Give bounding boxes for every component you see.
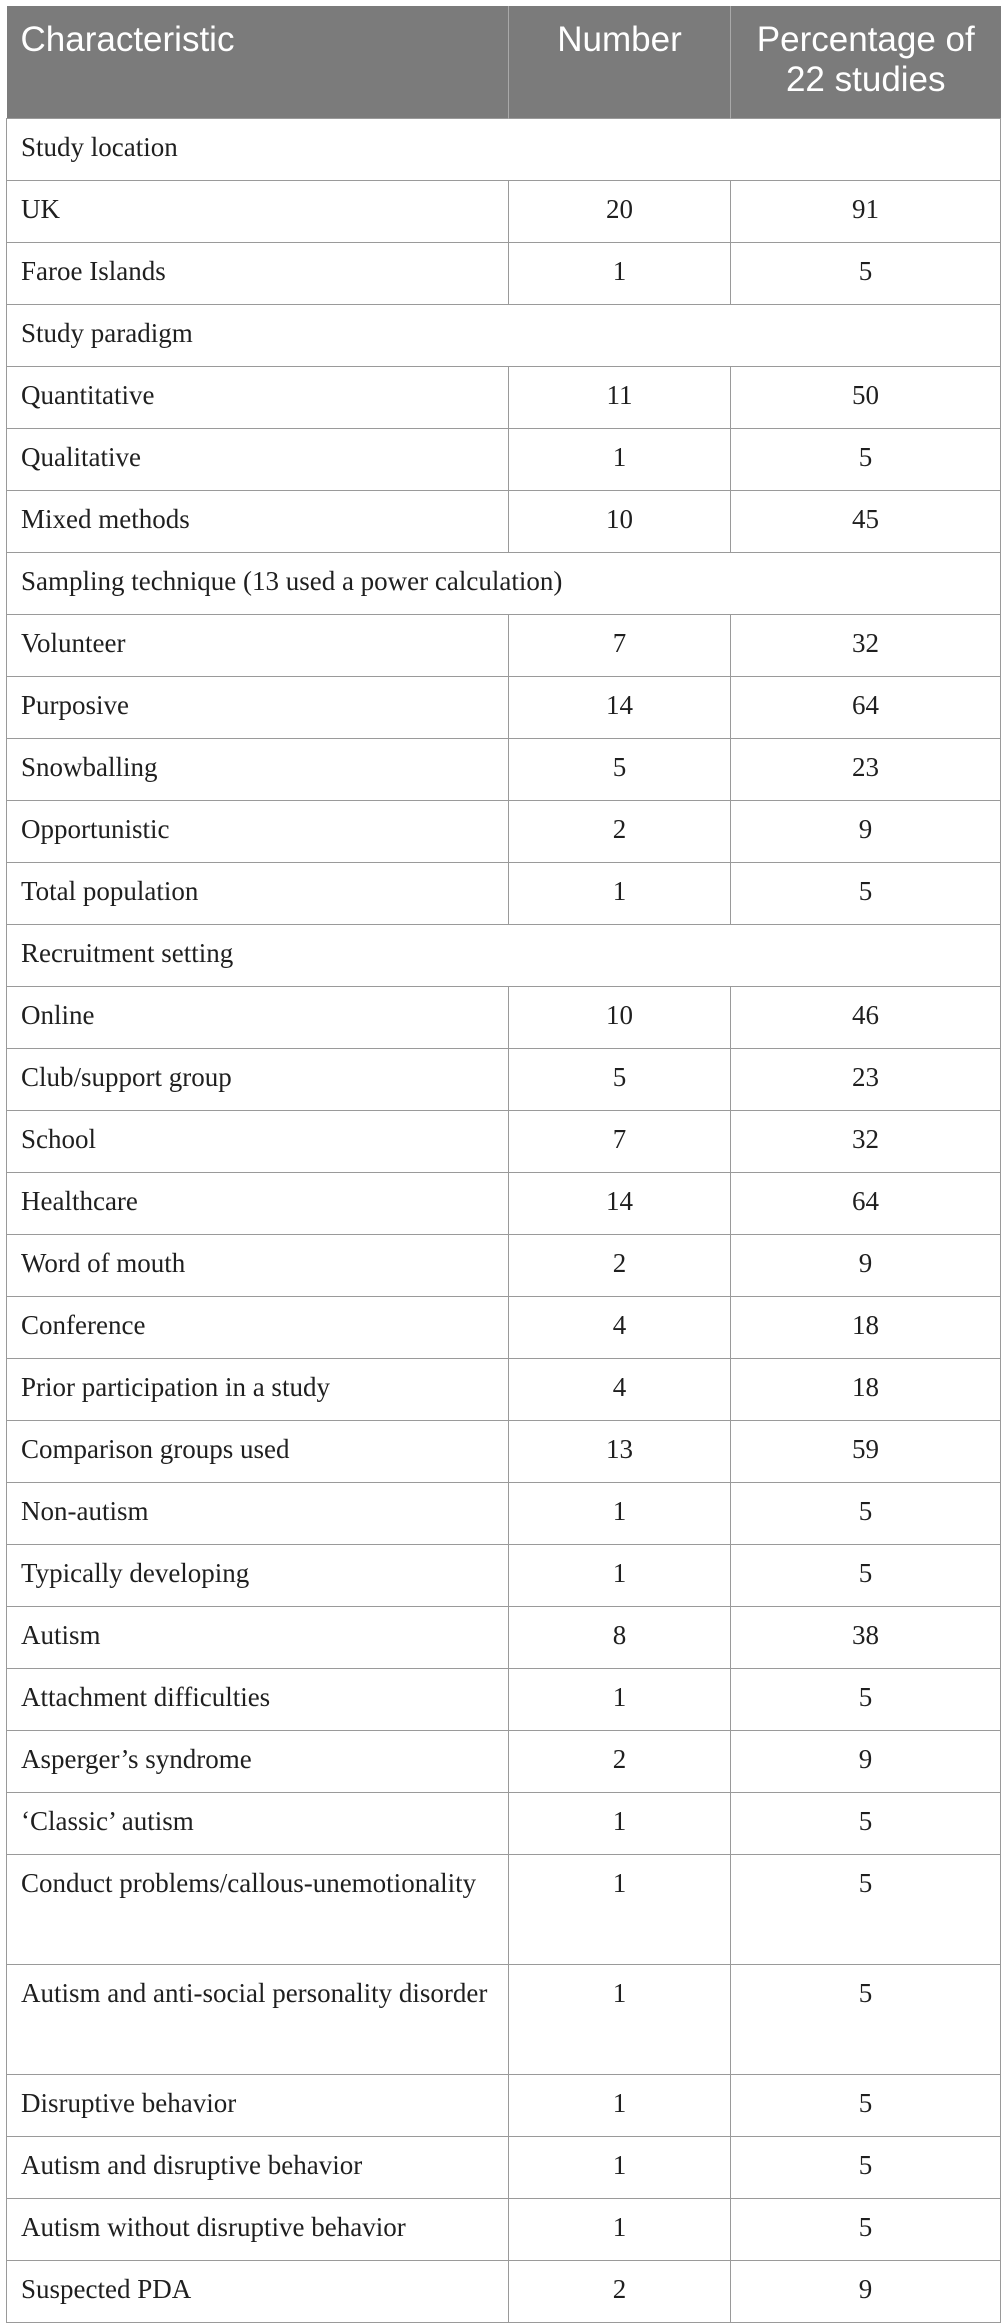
row-label: ‘Classic’ autism xyxy=(7,1792,509,1854)
row-percentage: 9 xyxy=(731,1730,1001,1792)
row-label: Snowballing xyxy=(7,738,509,800)
row-percentage: 5 xyxy=(731,1668,1001,1730)
row-label: Conduct problems/callous-unemotionality xyxy=(7,1854,509,1964)
row-label: Quantitative xyxy=(7,366,509,428)
row-label: Healthcare xyxy=(7,1172,509,1234)
row-number: 1 xyxy=(509,428,731,490)
row-number: 5 xyxy=(509,738,731,800)
row-number: 11 xyxy=(509,366,731,428)
table-row xyxy=(7,428,1001,490)
row-percentage: 5 xyxy=(731,1792,1001,1854)
row-percentage: 9 xyxy=(731,2260,1001,2322)
table-row xyxy=(7,1172,1001,1234)
row-label: Autism and disruptive behavior xyxy=(7,2136,509,2198)
row-number: 1 xyxy=(509,242,731,304)
row-number: 1 xyxy=(509,1964,731,2074)
row-percentage: 23 xyxy=(731,738,1001,800)
table-row xyxy=(7,1420,1001,1482)
row-label: Volunteer xyxy=(7,614,509,676)
row-percentage: 23 xyxy=(731,1048,1001,1110)
table-row xyxy=(7,242,1001,304)
table-row xyxy=(7,986,1001,1048)
header-percentage: Percentage of 22 studies xyxy=(731,6,1001,118)
row-label: Total population xyxy=(7,862,509,924)
row-number: 1 xyxy=(509,1544,731,1606)
row-number: 1 xyxy=(509,1482,731,1544)
table-row xyxy=(7,180,1001,242)
row-number: 4 xyxy=(509,1358,731,1420)
header-row xyxy=(7,6,1001,118)
row-percentage: 64 xyxy=(731,676,1001,738)
row-label: Comparison groups used xyxy=(7,1420,509,1482)
row-number: 13 xyxy=(509,1420,731,1482)
row-number: 1 xyxy=(509,1792,731,1854)
section-row xyxy=(7,924,1001,986)
row-percentage: 5 xyxy=(731,2074,1001,2136)
row-number: 8 xyxy=(509,1606,731,1668)
row-percentage: 59 xyxy=(731,1420,1001,1482)
row-percentage: 18 xyxy=(731,1358,1001,1420)
table-row xyxy=(7,1668,1001,1730)
row-percentage: 91 xyxy=(731,180,1001,242)
row-number: 4 xyxy=(509,1296,731,1358)
table-row xyxy=(7,1358,1001,1420)
row-number: 14 xyxy=(509,1172,731,1234)
row-number: 2 xyxy=(509,1730,731,1792)
row-percentage: 5 xyxy=(731,1482,1001,1544)
table-row xyxy=(7,1296,1001,1358)
row-percentage: 45 xyxy=(731,490,1001,552)
row-number: 1 xyxy=(509,2136,731,2198)
row-number: 7 xyxy=(509,1110,731,1172)
row-label: Autism xyxy=(7,1606,509,1668)
row-percentage: 5 xyxy=(731,2198,1001,2260)
row-percentage: 5 xyxy=(731,1964,1001,2074)
row-number: 2 xyxy=(509,800,731,862)
row-label: Typically developing xyxy=(7,1544,509,1606)
table-row xyxy=(7,2136,1001,2198)
row-number: 10 xyxy=(509,986,731,1048)
table-row xyxy=(7,1234,1001,1296)
row-label: Conference xyxy=(7,1296,509,1358)
table-row xyxy=(7,1110,1001,1172)
header-number: Number xyxy=(509,6,731,118)
row-label: Mixed methods xyxy=(7,490,509,552)
row-percentage: 5 xyxy=(731,862,1001,924)
row-percentage: 9 xyxy=(731,800,1001,862)
row-percentage: 5 xyxy=(731,1854,1001,1964)
row-number: 5 xyxy=(509,1048,731,1110)
table-row xyxy=(7,2198,1001,2260)
row-percentage: 5 xyxy=(731,2136,1001,2198)
table-row xyxy=(7,614,1001,676)
row-percentage: 18 xyxy=(731,1296,1001,1358)
row-label: Purposive xyxy=(7,676,509,738)
table-row xyxy=(7,1606,1001,1668)
row-percentage: 38 xyxy=(731,1606,1001,1668)
row-label: Autism without disruptive behavior xyxy=(7,2198,509,2260)
row-label: Non-autism xyxy=(7,1482,509,1544)
row-number: 1 xyxy=(509,2198,731,2260)
characteristics-table xyxy=(6,6,1001,2323)
row-percentage: 50 xyxy=(731,366,1001,428)
row-label: School xyxy=(7,1110,509,1172)
row-label: Word of mouth xyxy=(7,1234,509,1296)
table-row xyxy=(7,1544,1001,1606)
row-number: 7 xyxy=(509,614,731,676)
row-percentage: 5 xyxy=(731,242,1001,304)
row-percentage: 9 xyxy=(731,1234,1001,1296)
table-body xyxy=(7,118,1001,2322)
section-row xyxy=(7,118,1001,180)
section-label: Sampling technique (13 used a power calculation) xyxy=(7,552,1001,614)
row-label: Asperger’s syndrome xyxy=(7,1730,509,1792)
table-row xyxy=(7,2260,1001,2322)
table-row xyxy=(7,676,1001,738)
section-row xyxy=(7,304,1001,366)
table-row xyxy=(7,862,1001,924)
row-percentage: 64 xyxy=(731,1172,1001,1234)
row-label: Autism and anti-social personality disorder xyxy=(7,1964,509,2074)
section-label: Study location xyxy=(7,118,1001,180)
section-label: Recruitment setting xyxy=(7,924,1001,986)
row-number: 20 xyxy=(509,180,731,242)
row-number: 2 xyxy=(509,2260,731,2322)
table-row xyxy=(7,738,1001,800)
row-number: 10 xyxy=(509,490,731,552)
row-number: 2 xyxy=(509,1234,731,1296)
table-row xyxy=(7,366,1001,428)
row-percentage: 46 xyxy=(731,986,1001,1048)
row-number: 1 xyxy=(509,862,731,924)
row-label: Online xyxy=(7,986,509,1048)
table-row xyxy=(7,1854,1001,1964)
row-number: 1 xyxy=(509,1668,731,1730)
row-number: 1 xyxy=(509,1854,731,1964)
section-row xyxy=(7,552,1001,614)
row-percentage: 5 xyxy=(731,1544,1001,1606)
row-label: Attachment difficulties xyxy=(7,1668,509,1730)
row-label: UK xyxy=(7,180,509,242)
row-label: Faroe Islands xyxy=(7,242,509,304)
row-number: 1 xyxy=(509,2074,731,2136)
row-label: Qualitative xyxy=(7,428,509,490)
table-row xyxy=(7,1048,1001,1110)
row-label: Opportunistic xyxy=(7,800,509,862)
table-header xyxy=(7,6,1001,118)
row-label: Club/support group xyxy=(7,1048,509,1110)
row-percentage: 32 xyxy=(731,614,1001,676)
table-row xyxy=(7,490,1001,552)
row-label: Disruptive behavior xyxy=(7,2074,509,2136)
row-percentage: 32 xyxy=(731,1110,1001,1172)
section-label: Study paradigm xyxy=(7,304,1001,366)
table-row xyxy=(7,1792,1001,1854)
row-label: Suspected PDA xyxy=(7,2260,509,2322)
header-characteristic: Characteristic xyxy=(7,6,509,118)
table-row xyxy=(7,1730,1001,1792)
row-percentage: 5 xyxy=(731,428,1001,490)
table-row xyxy=(7,1964,1001,2074)
table-row xyxy=(7,800,1001,862)
row-label: Prior participation in a study xyxy=(7,1358,509,1420)
table-row xyxy=(7,1482,1001,1544)
table-row xyxy=(7,2074,1001,2136)
row-number: 14 xyxy=(509,676,731,738)
